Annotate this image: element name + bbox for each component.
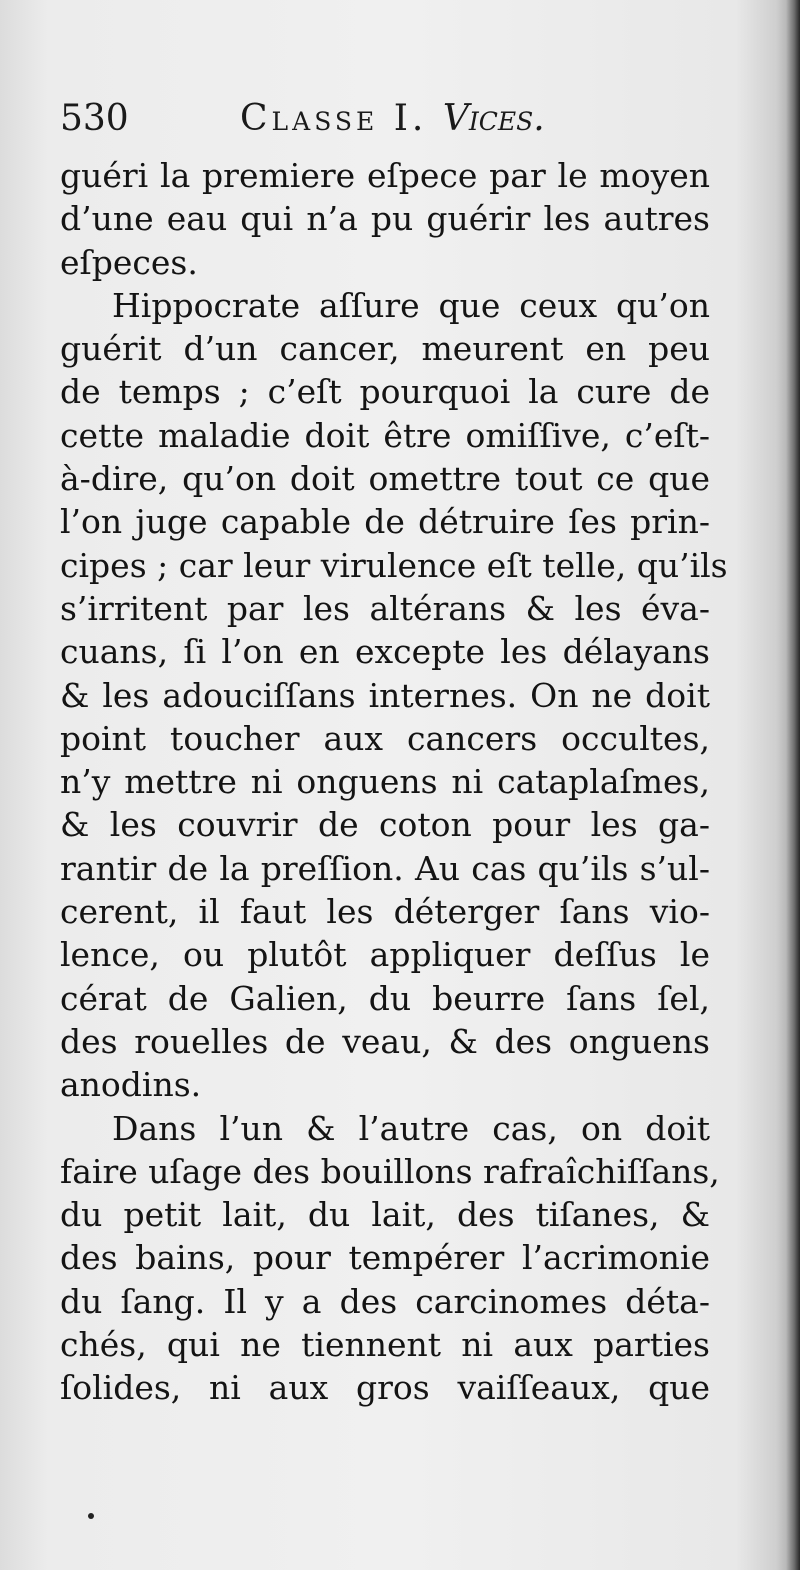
text-line: du ſang. Il y a des carcinomes déta- xyxy=(60,1281,710,1321)
text-line: & les couvrir de coton pour les ga- xyxy=(60,805,710,845)
page-gutter-shadow xyxy=(786,0,800,1570)
text-line: s’irritent par les altérans & les éva- xyxy=(60,588,710,628)
text-line: guéri la premiere eſpece par le moyen xyxy=(60,156,710,195)
running-head-title xyxy=(240,98,545,139)
running-head-class: Classe I. xyxy=(240,98,428,139)
text-line: guérit d’un cancer, meurent en peu xyxy=(60,329,710,369)
text-line: cérat de Galien, du beurre ſans ſel, xyxy=(60,978,710,1018)
text-line: à-dire, qu’on doit omettre tout ce que xyxy=(60,459,710,499)
text-line: ſolides, ni aux gros vaiſſeaux, que xyxy=(60,1368,710,1408)
text-line: faire uſage des bouillons rafraîchiſſans, xyxy=(60,1151,720,1191)
text-line: rantir de la preſſion. Au cas qu’ils s’ul- xyxy=(60,848,710,888)
body-text xyxy=(60,154,728,1410)
text-line: des rouelles de veau, & des onguens xyxy=(60,1021,710,1061)
text-line: anodins. xyxy=(60,1065,202,1105)
text-line: cette maladie doit être omiſſive, c’eſt- xyxy=(60,415,710,455)
text-line: des bains, pour tempérer l’acrimonie xyxy=(60,1238,710,1278)
ink-speck xyxy=(88,1513,94,1519)
text-line: n’y mettre ni onguens ni cataplaſmes, xyxy=(60,762,710,802)
text-line: Dans l’un & l’autre cas, on doit xyxy=(112,1108,710,1148)
text-line: eſpeces. xyxy=(60,242,198,282)
text-line: cipes ; car leur virulence eſt telle, qu’ils xyxy=(60,545,728,585)
text-line: lence, ou plutôt appliquer deſſus le xyxy=(60,935,710,975)
text-line: cuans, ſi l’on en excepte les délayans xyxy=(60,632,710,672)
text-line: du petit lait, du lait, des tiſanes, & xyxy=(60,1195,710,1235)
text-line: & les adouciſſans internes. On ne doit xyxy=(60,675,710,715)
text-line: cerent, il faut les déterger ſans vio- xyxy=(60,892,710,932)
running-head xyxy=(60,98,720,148)
text-line: d’une eau qui n’a pu guérir les autres xyxy=(60,199,710,239)
page-number: 530 xyxy=(60,98,129,139)
text-line: point toucher aux cancers occultes, xyxy=(60,718,710,758)
text-line: chés, qui ne tiennent ni aux parties xyxy=(60,1325,710,1365)
text-line: Hippocrate aſſure que ceux qu’on xyxy=(112,285,710,325)
text-line: l’on juge capable de détruire ſes prin- xyxy=(60,502,710,542)
running-head-section: Vices. xyxy=(442,98,545,139)
text-line: de temps ; c’eſt pourquoi la cure de xyxy=(60,372,710,412)
